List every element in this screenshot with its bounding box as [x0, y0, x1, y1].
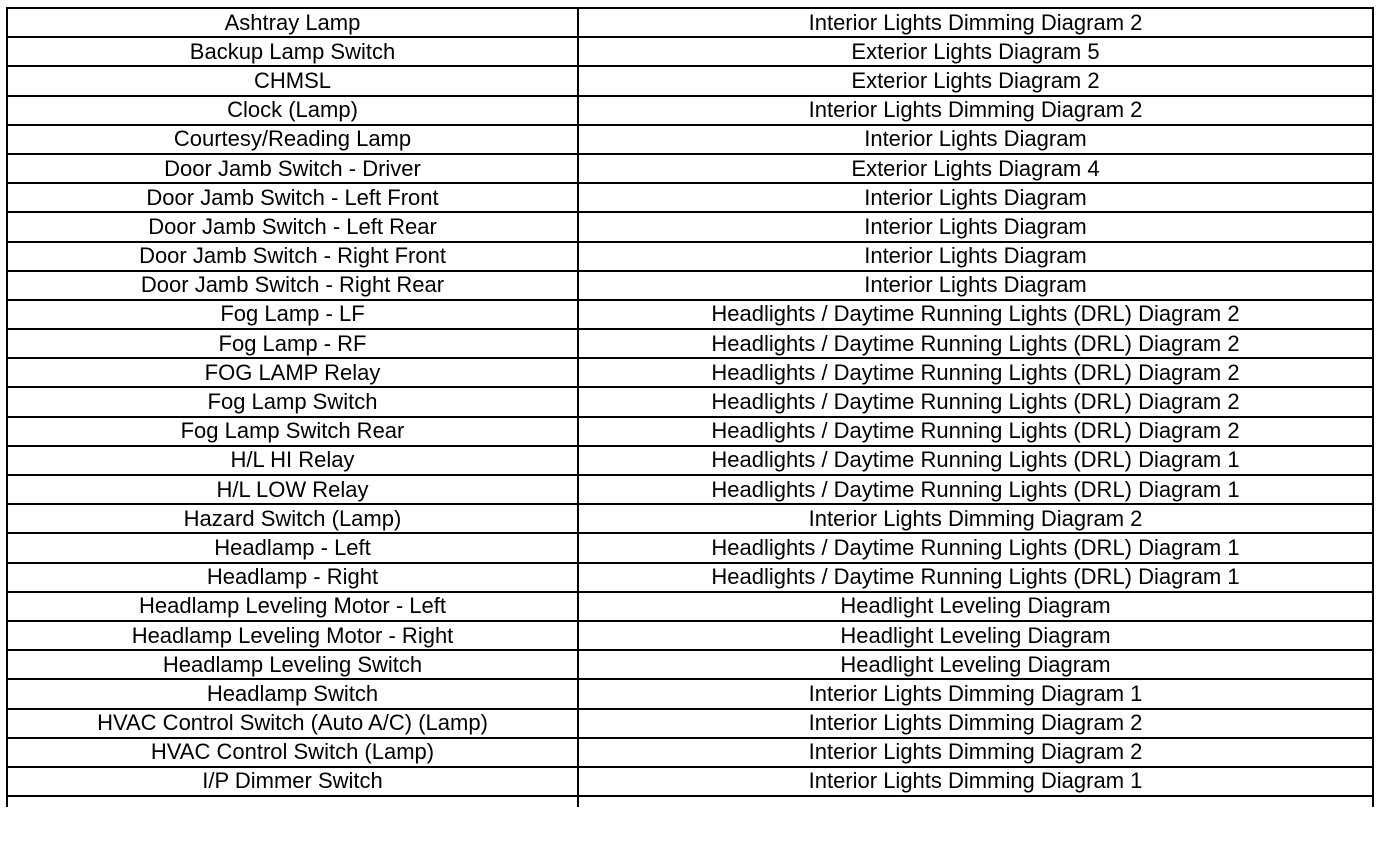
- table-row: [7, 37, 1373, 66]
- table-row: [7, 679, 1373, 708]
- component-index-sheet: [6, 7, 1372, 807]
- table-row: [7, 96, 1373, 125]
- table-row-partial: [7, 796, 1373, 807]
- table-row: [7, 475, 1373, 504]
- table-row: [7, 183, 1373, 212]
- diagram-reference-cell: Headlights / Daytime Running Lights (DRL) Diagram 2: [578, 358, 1373, 387]
- diagram-reference-cell: Interior Lights Dimming Diagram 2: [578, 8, 1373, 37]
- component-name-cell: Ashtray Lamp: [7, 8, 578, 37]
- table-row: [7, 563, 1373, 592]
- diagram-reference-cell: Interior Lights Diagram: [578, 271, 1373, 300]
- diagram-reference-cell: Interior Lights Dimming Diagram 2: [578, 709, 1373, 738]
- table-row: [7, 329, 1373, 358]
- table-row: [7, 767, 1373, 796]
- component-location-table: [6, 7, 1374, 807]
- table-row: [7, 417, 1373, 446]
- component-name-cell: H/L LOW Relay: [7, 475, 578, 504]
- table-row: [7, 125, 1373, 154]
- diagram-reference-cell: Interior Lights Dimming Diagram 2: [578, 96, 1373, 125]
- component-name-cell: HVAC Control Switch (Lamp): [7, 738, 578, 767]
- diagram-reference-cell: Interior Lights Diagram: [578, 212, 1373, 241]
- table-row: [7, 533, 1373, 562]
- diagram-reference-cell: Interior Lights Dimming Diagram 1: [578, 767, 1373, 796]
- diagram-reference-cell: Interior Lights Diagram: [578, 242, 1373, 271]
- diagram-reference-cell: Exterior Lights Diagram 2: [578, 66, 1373, 95]
- component-name-cell: I/P Dimmer Switch: [7, 767, 578, 796]
- component-name-cell: Headlamp Leveling Switch: [7, 650, 578, 679]
- diagram-reference-cell: Headlights / Daytime Running Lights (DRL) Diagram 2: [578, 329, 1373, 358]
- table-row: [7, 271, 1373, 300]
- diagram-reference-cell: Headlights / Daytime Running Lights (DRL) Diagram 2: [578, 300, 1373, 329]
- component-name-cell: Headlamp Leveling Motor - Left: [7, 592, 578, 621]
- diagram-reference-cell: [578, 796, 1373, 807]
- component-name-cell: Headlamp - Left: [7, 533, 578, 562]
- component-name-cell: Door Jamb Switch - Left Front: [7, 183, 578, 212]
- component-name-cell: Door Jamb Switch - Right Rear: [7, 271, 578, 300]
- component-name-cell: FOG LAMP Relay: [7, 358, 578, 387]
- diagram-reference-cell: Headlights / Daytime Running Lights (DRL) Diagram 2: [578, 417, 1373, 446]
- diagram-reference-cell: Headlights / Daytime Running Lights (DRL) Diagram 2: [578, 387, 1373, 416]
- component-name-cell: Headlamp Leveling Motor - Right: [7, 621, 578, 650]
- diagram-reference-cell: Headlights / Daytime Running Lights (DRL) Diagram 1: [578, 563, 1373, 592]
- diagram-reference-cell: Headlights / Daytime Running Lights (DRL) Diagram 1: [578, 475, 1373, 504]
- table-row: [7, 738, 1373, 767]
- diagram-reference-cell: Interior Lights Dimming Diagram 1: [578, 679, 1373, 708]
- table-row: [7, 212, 1373, 241]
- component-name-cell: Fog Lamp Switch: [7, 387, 578, 416]
- component-name-cell: Headlamp - Right: [7, 563, 578, 592]
- diagram-reference-cell: Headlight Leveling Diagram: [578, 650, 1373, 679]
- table-row: [7, 650, 1373, 679]
- diagram-reference-cell: Interior Lights Diagram: [578, 183, 1373, 212]
- table-row: [7, 66, 1373, 95]
- component-name-cell: CHMSL: [7, 66, 578, 95]
- component-name-cell: Clock (Lamp): [7, 96, 578, 125]
- component-name-cell: Door Jamb Switch - Right Front: [7, 242, 578, 271]
- component-name-cell: Backup Lamp Switch: [7, 37, 578, 66]
- diagram-reference-cell: Headlights / Daytime Running Lights (DRL) Diagram 1: [578, 533, 1373, 562]
- table-row: [7, 8, 1373, 37]
- table-body: [7, 8, 1373, 807]
- table-row: [7, 358, 1373, 387]
- table-row: [7, 621, 1373, 650]
- diagram-reference-cell: Interior Lights Dimming Diagram 2: [578, 504, 1373, 533]
- component-name-cell: HVAC Control Switch (Auto A/C) (Lamp): [7, 709, 578, 738]
- table-row: [7, 446, 1373, 475]
- table-row: [7, 154, 1373, 183]
- table-row: [7, 504, 1373, 533]
- diagram-reference-cell: Interior Lights Diagram: [578, 125, 1373, 154]
- component-name-cell: H/L HI Relay: [7, 446, 578, 475]
- table-row: [7, 592, 1373, 621]
- component-name-cell: Door Jamb Switch - Left Rear: [7, 212, 578, 241]
- diagram-reference-cell: Interior Lights Dimming Diagram 2: [578, 738, 1373, 767]
- component-name-cell: Headlamp Switch: [7, 679, 578, 708]
- component-name-cell: Hazard Switch (Lamp): [7, 504, 578, 533]
- diagram-reference-cell: Exterior Lights Diagram 5: [578, 37, 1373, 66]
- component-name-cell: Fog Lamp - LF: [7, 300, 578, 329]
- component-name-cell: Fog Lamp - RF: [7, 329, 578, 358]
- component-name-cell: Door Jamb Switch - Driver: [7, 154, 578, 183]
- diagram-reference-cell: Headlights / Daytime Running Lights (DRL) Diagram 1: [578, 446, 1373, 475]
- diagram-reference-cell: Headlight Leveling Diagram: [578, 592, 1373, 621]
- diagram-reference-cell: Headlight Leveling Diagram: [578, 621, 1373, 650]
- component-name-cell: Courtesy/Reading Lamp: [7, 125, 578, 154]
- table-row: [7, 709, 1373, 738]
- component-name-cell: [7, 796, 578, 807]
- table-row: [7, 242, 1373, 271]
- table-row: [7, 387, 1373, 416]
- diagram-reference-cell: Exterior Lights Diagram 4: [578, 154, 1373, 183]
- component-name-cell: Fog Lamp Switch Rear: [7, 417, 578, 446]
- table-row: [7, 300, 1373, 329]
